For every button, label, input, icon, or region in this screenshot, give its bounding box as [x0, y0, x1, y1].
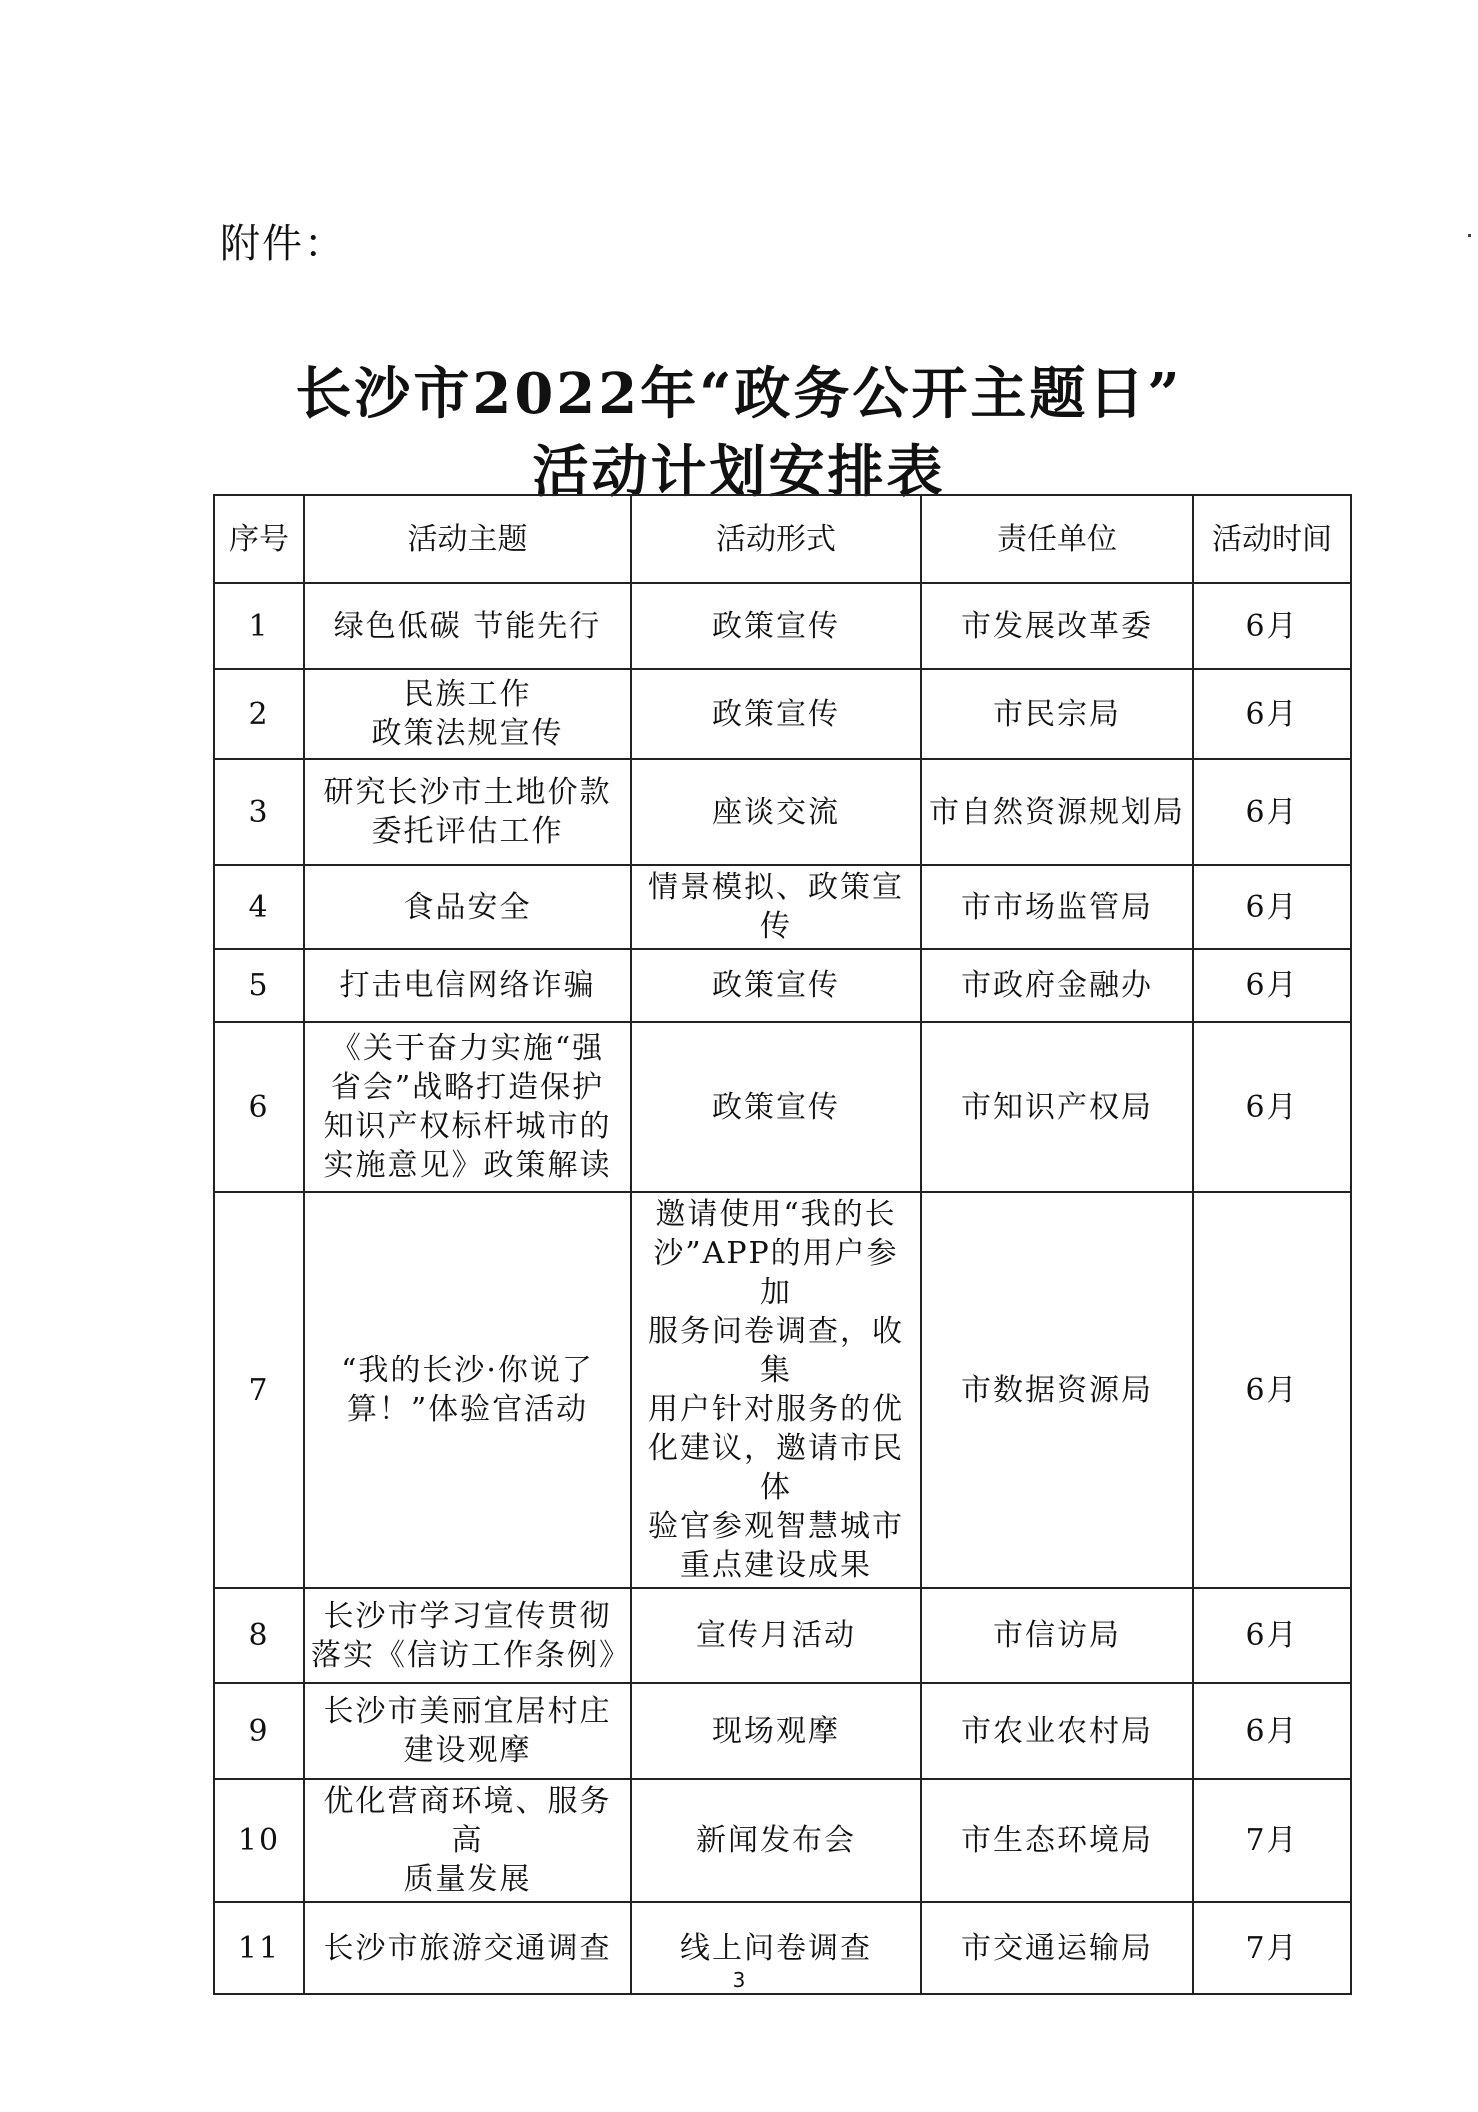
- row-no: 6: [214, 1022, 304, 1192]
- row-no: 9: [214, 1683, 304, 1779]
- row-form: 宣传月活动: [631, 1588, 921, 1683]
- row-time: 6月: [1193, 1588, 1351, 1683]
- row-unit: 市生态环境局: [921, 1779, 1193, 1902]
- table-row: [214, 669, 1351, 759]
- row-form: 政策宣传: [631, 669, 921, 759]
- row-form: 座谈交流: [631, 759, 921, 865]
- page-title-line1: 长沙市2022年“政务公开主题日”: [295, 361, 1183, 427]
- row-unit: 市政府金融办: [921, 949, 1193, 1022]
- row-time: 6月: [1193, 865, 1351, 949]
- table-row: [214, 1022, 1351, 1192]
- row-form: 邀请使用“我的长 沙”APP的用户参加 服务问卷调查，收集 用户针对服务的优 化建议，邀请市民体 验官参观智慧城市 重点建设成果: [631, 1192, 921, 1588]
- row-theme: 长沙市旅游交通调查: [304, 1902, 631, 1994]
- row-theme: 食品安全: [304, 865, 631, 949]
- row-time: 7月: [1193, 1902, 1351, 1994]
- row-no: 5: [214, 949, 304, 1022]
- header-theme: 活动主题: [304, 495, 631, 583]
- row-form: 政策宣传: [631, 949, 921, 1022]
- row-unit: 市发展改革委: [921, 583, 1193, 669]
- row-no: 7: [214, 1192, 304, 1588]
- page-title-line2: 活动计划安排表: [532, 439, 946, 505]
- row-time: 6月: [1193, 759, 1351, 865]
- row-unit: 市信访局: [921, 1588, 1193, 1683]
- row-no: 10: [214, 1779, 304, 1902]
- table-row: [214, 1192, 1351, 1588]
- row-theme: 绿色低碳 节能先行: [304, 583, 631, 669]
- table-row: [214, 583, 1351, 669]
- row-form: 新闻发布会: [631, 1779, 921, 1902]
- row-time: 6月: [1193, 1683, 1351, 1779]
- row-form: 政策宣传: [631, 583, 921, 669]
- row-theme: 《关于奋力实施“强 省会”战略打造保护 知识产权标杆城市的 实施意见》政策解读: [304, 1022, 631, 1192]
- row-theme: 研究长沙市土地价款 委托评估工作: [304, 759, 631, 865]
- row-theme: 优化营商环境、服务高 质量发展: [304, 1779, 631, 1902]
- table-row: [214, 865, 1351, 949]
- table-row: [214, 1588, 1351, 1683]
- activity-plan-table: [213, 494, 1352, 1995]
- row-no: 4: [214, 865, 304, 949]
- row-theme: 长沙市美丽宜居村庄 建设观摩: [304, 1683, 631, 1779]
- header-unit: 责任单位: [921, 495, 1193, 583]
- attachment-label: 附件：: [220, 221, 346, 267]
- header-form: 活动形式: [631, 495, 921, 583]
- row-time: 7月: [1193, 1779, 1351, 1902]
- header-time: 活动时间: [1193, 495, 1351, 583]
- row-time: 6月: [1193, 1022, 1351, 1192]
- row-theme: “我的长沙·你说了 算！”体验官活动: [304, 1192, 631, 1588]
- page-number: 3: [732, 1968, 746, 1992]
- row-no: 2: [214, 669, 304, 759]
- row-unit: 市市场监管局: [921, 865, 1193, 949]
- table-row: [214, 1683, 1351, 1779]
- header-no: 序号: [214, 495, 304, 583]
- row-form: 情景模拟、政策宣传: [631, 865, 921, 949]
- row-no: 11: [214, 1902, 304, 1994]
- row-time: 6月: [1193, 583, 1351, 669]
- row-theme: 打击电信网络诈骗: [304, 949, 631, 1022]
- row-unit: 市交通运输局: [921, 1902, 1193, 1994]
- row-no: 1: [214, 583, 304, 669]
- row-unit: 市知识产权局: [921, 1022, 1193, 1192]
- table-row: [214, 1779, 1351, 1902]
- row-form: 政策宣传: [631, 1022, 921, 1192]
- scan-mark: [1468, 234, 1471, 237]
- row-time: 6月: [1193, 949, 1351, 1022]
- row-unit: 市农业农村局: [921, 1683, 1193, 1779]
- row-time: 6月: [1193, 1192, 1351, 1588]
- table-header-row: [214, 495, 1351, 583]
- row-no: 3: [214, 759, 304, 865]
- row-theme: 长沙市学习宣传贯彻 落实《信访工作条例》: [304, 1588, 631, 1683]
- row-no: 8: [214, 1588, 304, 1683]
- table-row: [214, 949, 1351, 1022]
- row-unit: 市自然资源规划局: [921, 759, 1193, 865]
- row-form: 现场观摩: [631, 1683, 921, 1779]
- table-row: [214, 759, 1351, 865]
- row-form: 线上问卷调查: [631, 1902, 921, 1994]
- row-theme: 民族工作 政策法规宣传: [304, 669, 631, 759]
- row-unit: 市民宗局: [921, 669, 1193, 759]
- row-unit: 市数据资源局: [921, 1192, 1193, 1588]
- row-time: 6月: [1193, 669, 1351, 759]
